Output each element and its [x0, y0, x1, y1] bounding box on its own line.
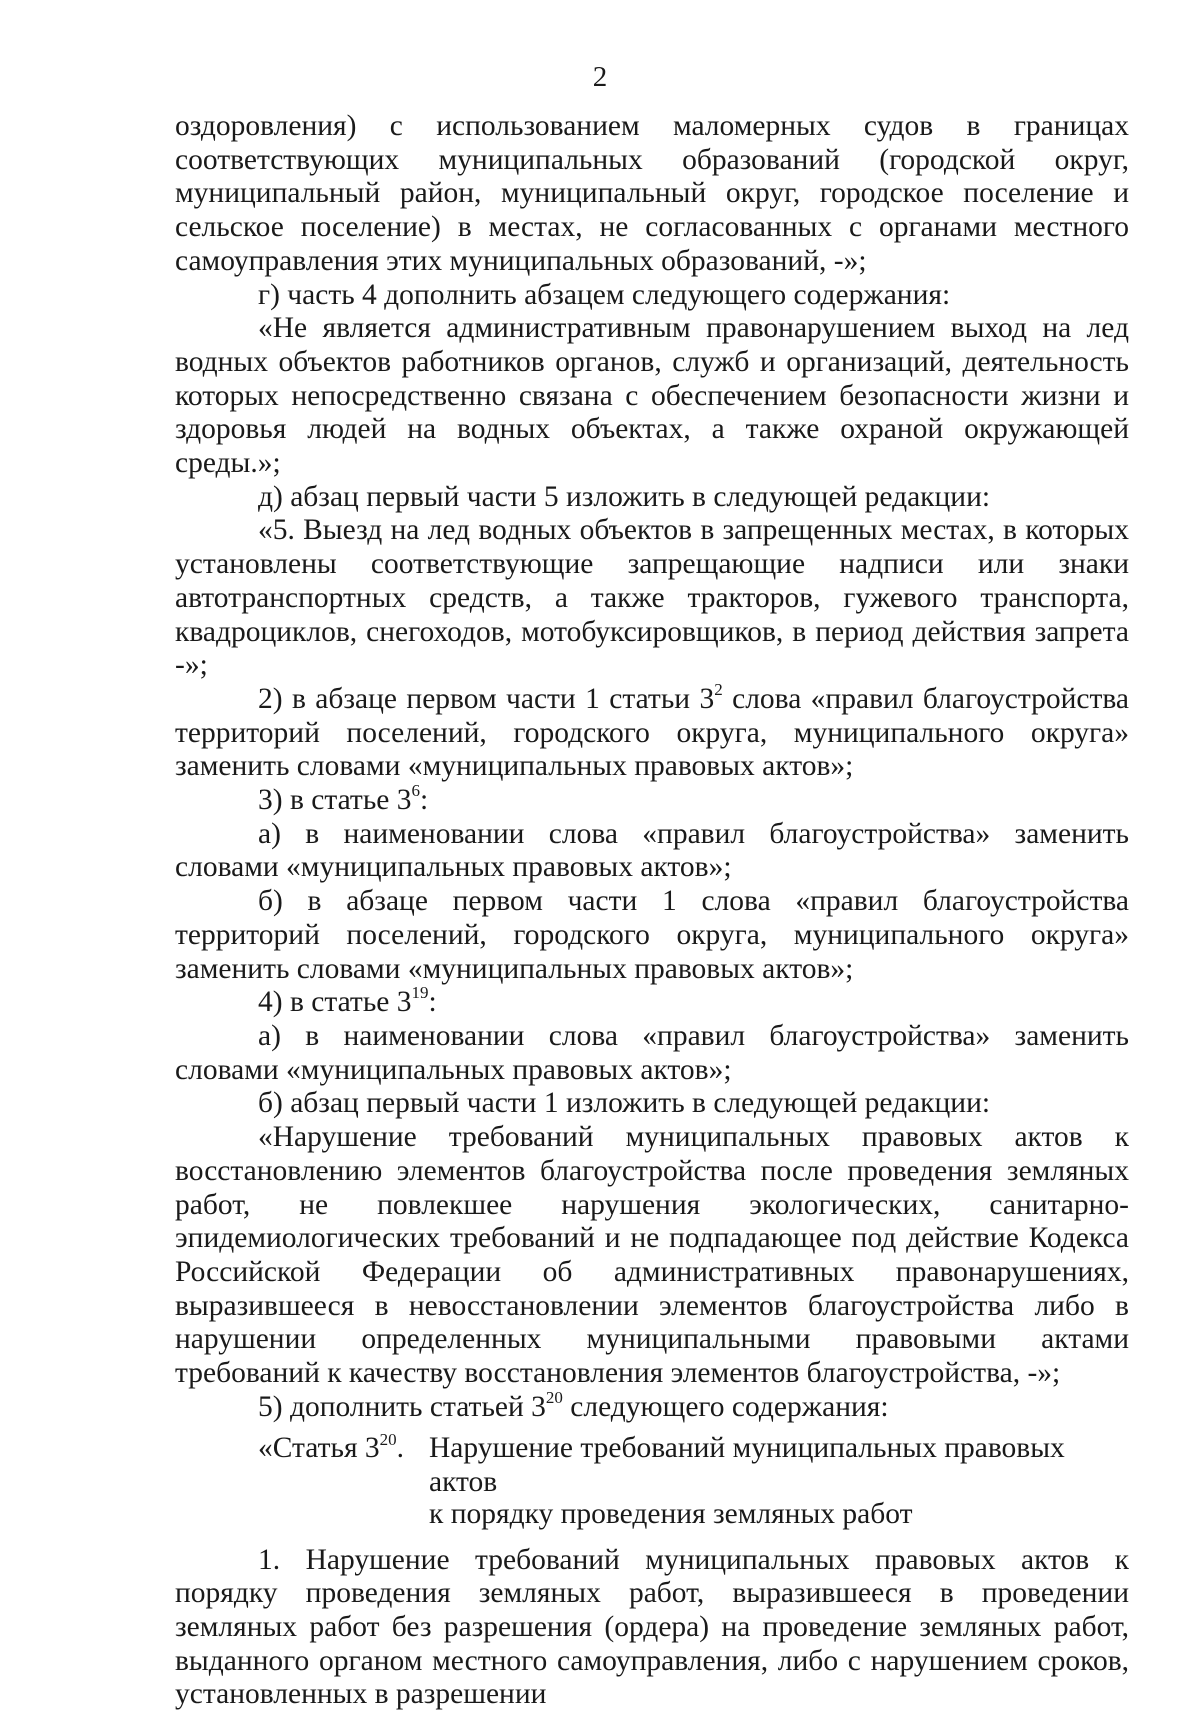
document-body	[175, 110, 1129, 1712]
paragraph-text: б) в абзаце первом части 1 слова «правил благоустройства территорий поселений, городского округа, муниципального округа» заменить словами «муниципальных правовых актов»;	[175, 885, 1129, 985]
final-paragraph: 1. Нарушение требований муниципальных правовых актов к порядку проведения земляных работ, выразившееся в проведении земляных работ без разрешения (ордера) на проведение земляных работ, выданного органом местного самоуправления, либо с нарушением сроков, установленных в разрешении	[175, 1543, 1129, 1711]
paragraph	[175, 481, 1129, 515]
paragraph	[175, 1020, 1129, 1087]
paragraph	[175, 1087, 1129, 1121]
paragraph-text: 5) дополнить статьей 3	[258, 1390, 546, 1423]
article-heading	[175, 1429, 1129, 1531]
article-title	[429, 1432, 1129, 1531]
paragraph-text: а) в наименовании слова «правил благоустройства» заменить словами «муниципальных правовых актов»;	[175, 817, 1129, 884]
superscript: 20	[545, 1387, 563, 1407]
paragraph-text: «5. Выезд на лед водных объектов в запрещенных местах, в которых установлены соответствующие запрещающие надписи или знаки автотранспортных средств, а также тракторов, гужевого транспорта, квадроциклов, снегоходов, мотобуксировщиков, в период действия запрета -»;	[175, 514, 1129, 682]
paragraph-text: следующего содержания:	[562, 1390, 889, 1423]
superscript: 19	[411, 983, 429, 1003]
article-label-sup: 20	[379, 1429, 397, 1449]
paragraph	[175, 680, 1129, 784]
paragraph	[175, 818, 1129, 885]
paragraph-text: 2) в абзаце первом части 1 статьи 3	[258, 682, 715, 715]
paragraph-text: «Нарушение требований муниципальных правовых актов к восстановлению элементов благоустройства после проведения земляных работ, не повлекшее нарушения экологических, санитарно-эпидемиологических требований и не подпадающее под действие Кодекса Российской Федерации об административных правонарушениях, выразившееся в невосстановлении элементов благоустройства либо в нарушении определенных муниципальными правовыми актами требований к качеству восстановления элементов благоустройства, -»;	[175, 1121, 1129, 1390]
article-title-line-2: к порядку проведения земляных работ	[429, 1497, 913, 1530]
paragraph	[175, 1387, 1129, 1425]
paragraph-text: д) абзац первый части 5 изложить в следующей редакции:	[258, 480, 991, 513]
paragraph-text: 3) в статье 3	[258, 784, 412, 817]
paragraph-text: б) абзац первый части 1 изложить в следующей редакции:	[258, 1087, 991, 1120]
article-label-text: «Статья 3	[258, 1432, 380, 1465]
paragraph	[175, 781, 1129, 818]
paragraph-text: а) в наименовании слова «правил благоустройства» заменить словами «муниципальных правовых актов»;	[175, 1019, 1129, 1086]
paragraph-text: оздоровления) с использованием маломерных судов в границах соответствующих муниципальных образований (городской округ, муниципальный район, муниципальный округ, городское поселение и сельское поселение) в местах, не согласованных с органами местного самоуправления этих муниципальных образований, -»;	[175, 110, 1129, 277]
paragraph-list	[175, 110, 1129, 1424]
superscript: 6	[411, 781, 420, 801]
paragraph-text: «Не является административным правонарушением выход на лед водных объектов работников органов, служб и организаций, деятельность которых непосредственно связана с обеспечением безопасности жизни и здоровья людей на водных объектах, а также охраной окружающей среды.»;	[175, 312, 1129, 480]
paragraph-text: :	[428, 986, 437, 1019]
paragraph-text: 4) в статье 3	[258, 986, 412, 1019]
superscript: 2	[714, 680, 723, 700]
paragraph	[175, 312, 1129, 481]
article-title-line-1: Нарушение требований муниципальных правовых актов	[429, 1432, 1065, 1499]
article-label	[175, 1429, 429, 1531]
paragraph-text: :	[420, 784, 429, 817]
paragraph	[175, 983, 1129, 1020]
paragraph	[175, 1121, 1129, 1391]
paragraph-text: слова «правил благоустройства территорий поселений, городского округа, муниципального округа» заменить словами «муниципальных правовых актов»;	[175, 682, 1129, 783]
article-label-tail: .	[396, 1432, 405, 1465]
paragraph	[175, 514, 1129, 683]
page-number: 2	[592, 61, 608, 93]
paragraph-text: г) часть 4 дополнить абзацем следующего содержания:	[258, 278, 951, 311]
paragraph	[175, 279, 1129, 313]
paragraph	[175, 110, 1129, 279]
paragraph	[175, 885, 1129, 986]
